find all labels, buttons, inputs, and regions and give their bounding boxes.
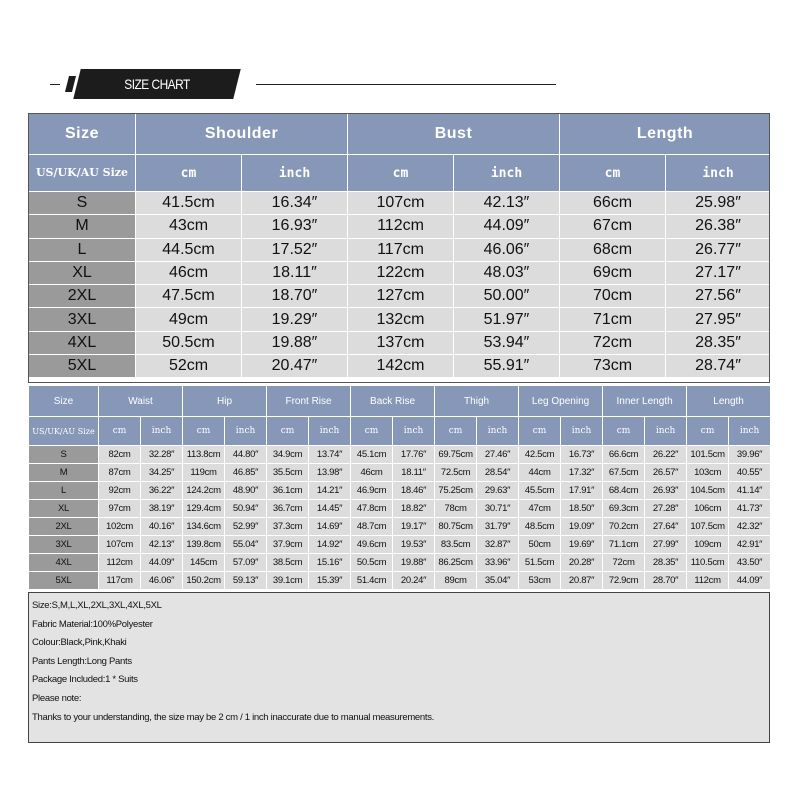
bottom-header-unit: cm <box>435 417 477 446</box>
measurement-cell: 48.03″ <box>454 261 560 284</box>
measurement-cell: 39.1cm <box>267 572 309 590</box>
top-header-unit: inch <box>242 155 348 192</box>
bottom-header-unit: inch <box>645 417 687 446</box>
measurement-cell: 16.93″ <box>242 215 348 238</box>
measurement-cell: 20.87″ <box>561 572 603 590</box>
measurement-cell: 112cm <box>687 572 729 590</box>
bottom-header-hip: Hip <box>183 386 267 417</box>
measurement-cell: 20.24″ <box>393 572 435 590</box>
measurement-cell: 72.9cm <box>603 572 645 590</box>
measurement-cell: 72cm <box>560 331 666 354</box>
measurement-cell: 20.47″ <box>242 355 348 378</box>
measurement-cell: 72.5cm <box>435 464 477 482</box>
measurement-cell: 33.96″ <box>477 554 519 572</box>
measurement-cell: 46.06″ <box>454 238 560 261</box>
measurement-cell: 52cm <box>136 355 242 378</box>
measurement-cell: 89cm <box>435 572 477 590</box>
measurement-cell: 34.9cm <box>267 446 309 464</box>
measurement-cell: 46.85″ <box>225 464 267 482</box>
size-cell: 4XL <box>29 331 136 354</box>
measurement-cell: 44cm <box>519 464 561 482</box>
measurement-cell: 51.97″ <box>454 308 560 331</box>
measurement-cell: 119cm <box>183 464 225 482</box>
bottom-table-row <box>29 500 771 518</box>
measurement-cell: 137cm <box>348 331 454 354</box>
bottom-header-unit: inch <box>477 417 519 446</box>
bottom-header-unit: cm <box>351 417 393 446</box>
measurement-cell: 51.5cm <box>519 554 561 572</box>
top-table-row <box>29 285 771 308</box>
measurement-cell: 83.5cm <box>435 536 477 554</box>
measurement-cell: 37.9cm <box>267 536 309 554</box>
measurement-cell: 48.5cm <box>519 518 561 536</box>
measurement-cell: 45.5cm <box>519 482 561 500</box>
measurement-cell: 28.35″ <box>666 331 771 354</box>
top-table-row <box>29 192 771 215</box>
measurement-cell: 53.94″ <box>454 331 560 354</box>
measurement-cell: 117cm <box>348 238 454 261</box>
measurement-cell: 26.77″ <box>666 238 771 261</box>
bottom-header-unit: cm <box>519 417 561 446</box>
note-colour: Colour:Black,Pink,Khaki <box>32 637 127 649</box>
measurement-cell: 42.5cm <box>519 446 561 464</box>
measurement-cell: 107.5cm <box>687 518 729 536</box>
measurement-cell: 78cm <box>435 500 477 518</box>
measurement-cell: 46cm <box>136 261 242 284</box>
size-cell: L <box>29 482 99 500</box>
top-header-unit: cm <box>348 155 454 192</box>
measurement-cell: 35.5cm <box>267 464 309 482</box>
measurement-cell: 142cm <box>348 355 454 378</box>
measurement-cell: 92cm <box>99 482 141 500</box>
measurement-cell: 17.52″ <box>242 238 348 261</box>
measurement-cell: 16.73″ <box>561 446 603 464</box>
top-table-row <box>29 308 771 331</box>
size-cell: 3XL <box>29 308 136 331</box>
measurement-cell: 50.94″ <box>225 500 267 518</box>
top-table-unit-header-row <box>29 155 771 192</box>
top-header-unit: inch <box>666 155 771 192</box>
bottom-header-unit: inch <box>393 417 435 446</box>
measurement-cell: 34.25″ <box>141 464 183 482</box>
measurement-cell: 87cm <box>99 464 141 482</box>
top-header-shoulder: Shoulder <box>136 114 348 155</box>
note-disclaimer: Thanks to your understanding, the size may be 2 cm / 1 inch inaccurate due to manual measurements. <box>32 711 435 723</box>
bottom-header-unit: cm <box>267 417 309 446</box>
measurement-cell: 15.39″ <box>309 572 351 590</box>
measurement-cell: 82cm <box>99 446 141 464</box>
header-rule-left <box>50 84 60 85</box>
measurement-cell: 132cm <box>348 308 454 331</box>
measurement-cell: 28.70″ <box>645 572 687 590</box>
size-cell: L <box>29 238 136 261</box>
bottom-header-unit: inch <box>309 417 351 446</box>
measurement-cell: 71.1cm <box>603 536 645 554</box>
measurement-cell: 18.50″ <box>561 500 603 518</box>
bottom-header-size-region: US/UK/AU Size <box>29 417 99 446</box>
measurement-cell: 46.06″ <box>141 572 183 590</box>
measurement-cell: 127cm <box>348 285 454 308</box>
size-cell: 3XL <box>29 536 99 554</box>
bottom-table-row <box>29 536 771 554</box>
header-rule-right <box>256 84 556 85</box>
measurement-cell: 32.87″ <box>477 536 519 554</box>
bottom-header-leg-opening: Leg Opening <box>519 386 603 417</box>
measurement-cell: 106cm <box>687 500 729 518</box>
measurement-cell: 30.71″ <box>477 500 519 518</box>
measurement-cell: 49.6cm <box>351 536 393 554</box>
top-table-row <box>29 238 771 261</box>
measurement-cell: 71cm <box>560 308 666 331</box>
note-fabric: Fabric Material:100%Polyester <box>32 618 153 630</box>
top-header-bust: Bust <box>348 114 560 155</box>
measurement-cell: 40.16″ <box>141 518 183 536</box>
measurement-cell: 27.56″ <box>666 285 771 308</box>
measurement-cell: 36.7cm <box>267 500 309 518</box>
bottom-header-unit: inch <box>225 417 267 446</box>
measurement-cell: 48.90″ <box>225 482 267 500</box>
bottom-header-back-rise: Back Rise <box>351 386 435 417</box>
measurement-cell: 43cm <box>136 215 242 238</box>
measurement-cell: 102cm <box>99 518 141 536</box>
measurement-cell: 42.32″ <box>729 518 771 536</box>
bottom-header-unit: cm <box>687 417 729 446</box>
measurement-cell: 14.69″ <box>309 518 351 536</box>
measurement-cell: 55.91″ <box>454 355 560 378</box>
measurement-cell: 26.22″ <box>645 446 687 464</box>
measurement-cell: 86.25cm <box>435 554 477 572</box>
measurement-cell: 42.13″ <box>141 536 183 554</box>
bottom-table-row <box>29 482 771 500</box>
bottom-table-group-header-row <box>29 386 771 417</box>
size-cell: M <box>29 215 136 238</box>
bottom-header-length: Length <box>687 386 771 417</box>
bottom-header-unit: cm <box>603 417 645 446</box>
measurement-cell: 17.76″ <box>393 446 435 464</box>
measurement-cell: 19.09″ <box>561 518 603 536</box>
measurement-cell: 27.17″ <box>666 261 771 284</box>
measurement-cell: 39.96″ <box>729 446 771 464</box>
bottom-table-unit-header-row <box>29 417 771 446</box>
header-tab-accent <box>65 76 76 92</box>
measurement-cell: 42.13″ <box>454 192 560 215</box>
measurement-cell: 55.04″ <box>225 536 267 554</box>
size-cell: S <box>29 446 99 464</box>
top-table-group-header-row <box>29 114 771 155</box>
measurement-cell: 19.88″ <box>393 554 435 572</box>
top-table-row <box>29 215 771 238</box>
top-header-size: Size <box>29 114 136 155</box>
measurement-cell: 31.79″ <box>477 518 519 536</box>
measurement-cell: 14.21″ <box>309 482 351 500</box>
measurement-cell: 38.19″ <box>141 500 183 518</box>
measurement-cell: 41.73″ <box>729 500 771 518</box>
bottom-header-unit: inch <box>141 417 183 446</box>
measurement-cell: 17.32″ <box>561 464 603 482</box>
measurement-cell: 129.4cm <box>183 500 225 518</box>
top-header-unit: cm <box>136 155 242 192</box>
measurement-cell: 73cm <box>560 355 666 378</box>
measurement-cell: 19.29″ <box>242 308 348 331</box>
measurement-cell: 36.22″ <box>141 482 183 500</box>
measurement-cell: 20.28″ <box>561 554 603 572</box>
measurement-cell: 38.5cm <box>267 554 309 572</box>
measurement-cell: 80.75cm <box>435 518 477 536</box>
measurement-cell: 19.88″ <box>242 331 348 354</box>
measurement-cell: 32.28″ <box>141 446 183 464</box>
measurement-cell: 13.74″ <box>309 446 351 464</box>
measurement-cell: 75.25cm <box>435 482 477 500</box>
note-please-note: Please note: <box>32 692 82 704</box>
size-cell: 2XL <box>29 285 136 308</box>
measurement-cell: 112cm <box>348 215 454 238</box>
bottom-header-waist: Waist <box>99 386 183 417</box>
measurement-cell: 145cm <box>183 554 225 572</box>
size-cell: XL <box>29 500 99 518</box>
measurement-cell: 28.35″ <box>645 554 687 572</box>
measurement-cell: 15.16″ <box>309 554 351 572</box>
measurement-cell: 72cm <box>603 554 645 572</box>
measurement-cell: 150.2cm <box>183 572 225 590</box>
measurement-cell: 28.54″ <box>477 464 519 482</box>
measurement-cell: 117cm <box>99 572 141 590</box>
size-cell: 5XL <box>29 355 136 378</box>
measurement-cell: 47.8cm <box>351 500 393 518</box>
measurement-cell: 26.38″ <box>666 215 771 238</box>
measurement-cell: 66.6cm <box>603 446 645 464</box>
measurement-cell: 44.80″ <box>225 446 267 464</box>
measurement-cell: 46cm <box>351 464 393 482</box>
measurement-cell: 26.93″ <box>645 482 687 500</box>
measurement-cell: 104.5cm <box>687 482 729 500</box>
measurement-cell: 124.2cm <box>183 482 225 500</box>
measurement-cell: 59.13″ <box>225 572 267 590</box>
measurement-cell: 27.64″ <box>645 518 687 536</box>
size-cell: 4XL <box>29 554 99 572</box>
measurement-cell: 110.5cm <box>687 554 729 572</box>
measurement-cell: 35.04″ <box>477 572 519 590</box>
measurement-cell: 14.45″ <box>309 500 351 518</box>
measurement-cell: 44.09″ <box>729 572 771 590</box>
size-cell: XL <box>29 261 136 284</box>
measurement-cell: 27.95″ <box>666 308 771 331</box>
bottom-header-inner-length: Inner Length <box>603 386 687 417</box>
measurement-cell: 52.99″ <box>225 518 267 536</box>
measurement-cell: 109cm <box>687 536 729 554</box>
measurement-cell: 57.09″ <box>225 554 267 572</box>
measurement-cell: 139.8cm <box>183 536 225 554</box>
measurement-cell: 41.14″ <box>729 482 771 500</box>
top-table-row <box>29 355 771 378</box>
measurement-cell: 48.7cm <box>351 518 393 536</box>
measurement-cell: 18.11″ <box>393 464 435 482</box>
bottom-header-size: Size <box>29 386 99 417</box>
bottom-header-front-rise: Front Rise <box>267 386 351 417</box>
size-cell: M <box>29 464 99 482</box>
measurement-cell: 107cm <box>348 192 454 215</box>
measurement-cell: 44.5cm <box>136 238 242 261</box>
measurement-cell: 18.46″ <box>393 482 435 500</box>
size-cell: 5XL <box>29 572 99 590</box>
measurement-cell: 18.11″ <box>242 261 348 284</box>
measurement-cell: 103cm <box>687 464 729 482</box>
measurement-cell: 134.6cm <box>183 518 225 536</box>
top-header-length: Length <box>560 114 771 155</box>
measurement-cell: 40.55″ <box>729 464 771 482</box>
page-title: SIZE CHART <box>124 76 190 92</box>
measurement-cell: 69.3cm <box>603 500 645 518</box>
measurement-cell: 101.5cm <box>687 446 729 464</box>
bottom-header-unit: inch <box>729 417 771 446</box>
top-header-unit: cm <box>560 155 666 192</box>
measurement-cell: 19.69″ <box>561 536 603 554</box>
measurement-cell: 27.28″ <box>645 500 687 518</box>
bottom-header-unit: cm <box>99 417 141 446</box>
measurement-cell: 68cm <box>560 238 666 261</box>
measurement-cell: 46.9cm <box>351 482 393 500</box>
measurement-cell: 18.82″ <box>393 500 435 518</box>
note-pants-length: Pants Length:Long Pants <box>32 655 132 667</box>
bottom-header-unit: cm <box>183 417 225 446</box>
measurement-cell: 97cm <box>99 500 141 518</box>
bottom-header-unit: inch <box>561 417 603 446</box>
top-size-table <box>28 113 771 378</box>
measurement-cell: 69.75cm <box>435 446 477 464</box>
measurement-cell: 43.50″ <box>729 554 771 572</box>
measurement-cell: 27.99″ <box>645 536 687 554</box>
measurement-cell: 16.34″ <box>242 192 348 215</box>
measurement-cell: 53cm <box>519 572 561 590</box>
measurement-cell: 14.92″ <box>309 536 351 554</box>
measurement-cell: 47cm <box>519 500 561 518</box>
measurement-cell: 42.91″ <box>729 536 771 554</box>
measurement-cell: 70cm <box>560 285 666 308</box>
measurement-cell: 18.70″ <box>242 285 348 308</box>
note-sizes: Size:S,M,L,XL,2XL,3XL,4XL,5XL <box>32 600 162 611</box>
measurement-cell: 67cm <box>560 215 666 238</box>
size-cell: 2XL <box>29 518 99 536</box>
measurement-cell: 50.5cm <box>351 554 393 572</box>
top-table-row <box>29 261 771 284</box>
measurement-cell: 47.5cm <box>136 285 242 308</box>
bottom-table-row <box>29 518 771 536</box>
measurement-cell: 17.91″ <box>561 482 603 500</box>
measurement-cell: 27.46″ <box>477 446 519 464</box>
top-header-unit: inch <box>454 155 560 192</box>
measurement-cell: 45.1cm <box>351 446 393 464</box>
measurement-cell: 36.1cm <box>267 482 309 500</box>
measurement-cell: 29.63″ <box>477 482 519 500</box>
measurement-cell: 37.3cm <box>267 518 309 536</box>
measurement-cell: 113.8cm <box>183 446 225 464</box>
measurement-cell: 25.98″ <box>666 192 771 215</box>
measurement-cell: 44.09″ <box>454 215 560 238</box>
bottom-table-row <box>29 554 771 572</box>
top-header-size-region: US/UK/AU Size <box>29 155 136 192</box>
measurement-cell: 68.4cm <box>603 482 645 500</box>
measurement-cell: 13.98″ <box>309 464 351 482</box>
size-cell: S <box>29 192 136 215</box>
measurement-cell: 44.09″ <box>141 554 183 572</box>
top-table-row <box>29 331 771 354</box>
bottom-table-row <box>29 446 771 464</box>
measurement-cell: 41.5cm <box>136 192 242 215</box>
measurement-cell: 112cm <box>99 554 141 572</box>
measurement-cell: 66cm <box>560 192 666 215</box>
bottom-table-row <box>29 572 771 590</box>
measurement-cell: 50.5cm <box>136 331 242 354</box>
bottom-header-thigh: Thigh <box>435 386 519 417</box>
measurement-cell: 28.74″ <box>666 355 771 378</box>
measurement-cell: 69cm <box>560 261 666 284</box>
measurement-cell: 107cm <box>99 536 141 554</box>
measurement-cell: 49cm <box>136 308 242 331</box>
measurement-cell: 50cm <box>519 536 561 554</box>
measurement-cell: 67.5cm <box>603 464 645 482</box>
measurement-cell: 70.2cm <box>603 518 645 536</box>
measurement-cell: 19.17″ <box>393 518 435 536</box>
note-package: Package Included:1 * Suits <box>32 674 138 686</box>
bottom-table-row <box>29 464 771 482</box>
measurement-cell: 50.00″ <box>454 285 560 308</box>
bottom-size-table <box>28 385 771 590</box>
measurement-cell: 19.53″ <box>393 536 435 554</box>
product-notes <box>28 592 770 743</box>
measurement-cell: 122cm <box>348 261 454 284</box>
measurement-cell: 26.57″ <box>645 464 687 482</box>
measurement-cell: 51.4cm <box>351 572 393 590</box>
